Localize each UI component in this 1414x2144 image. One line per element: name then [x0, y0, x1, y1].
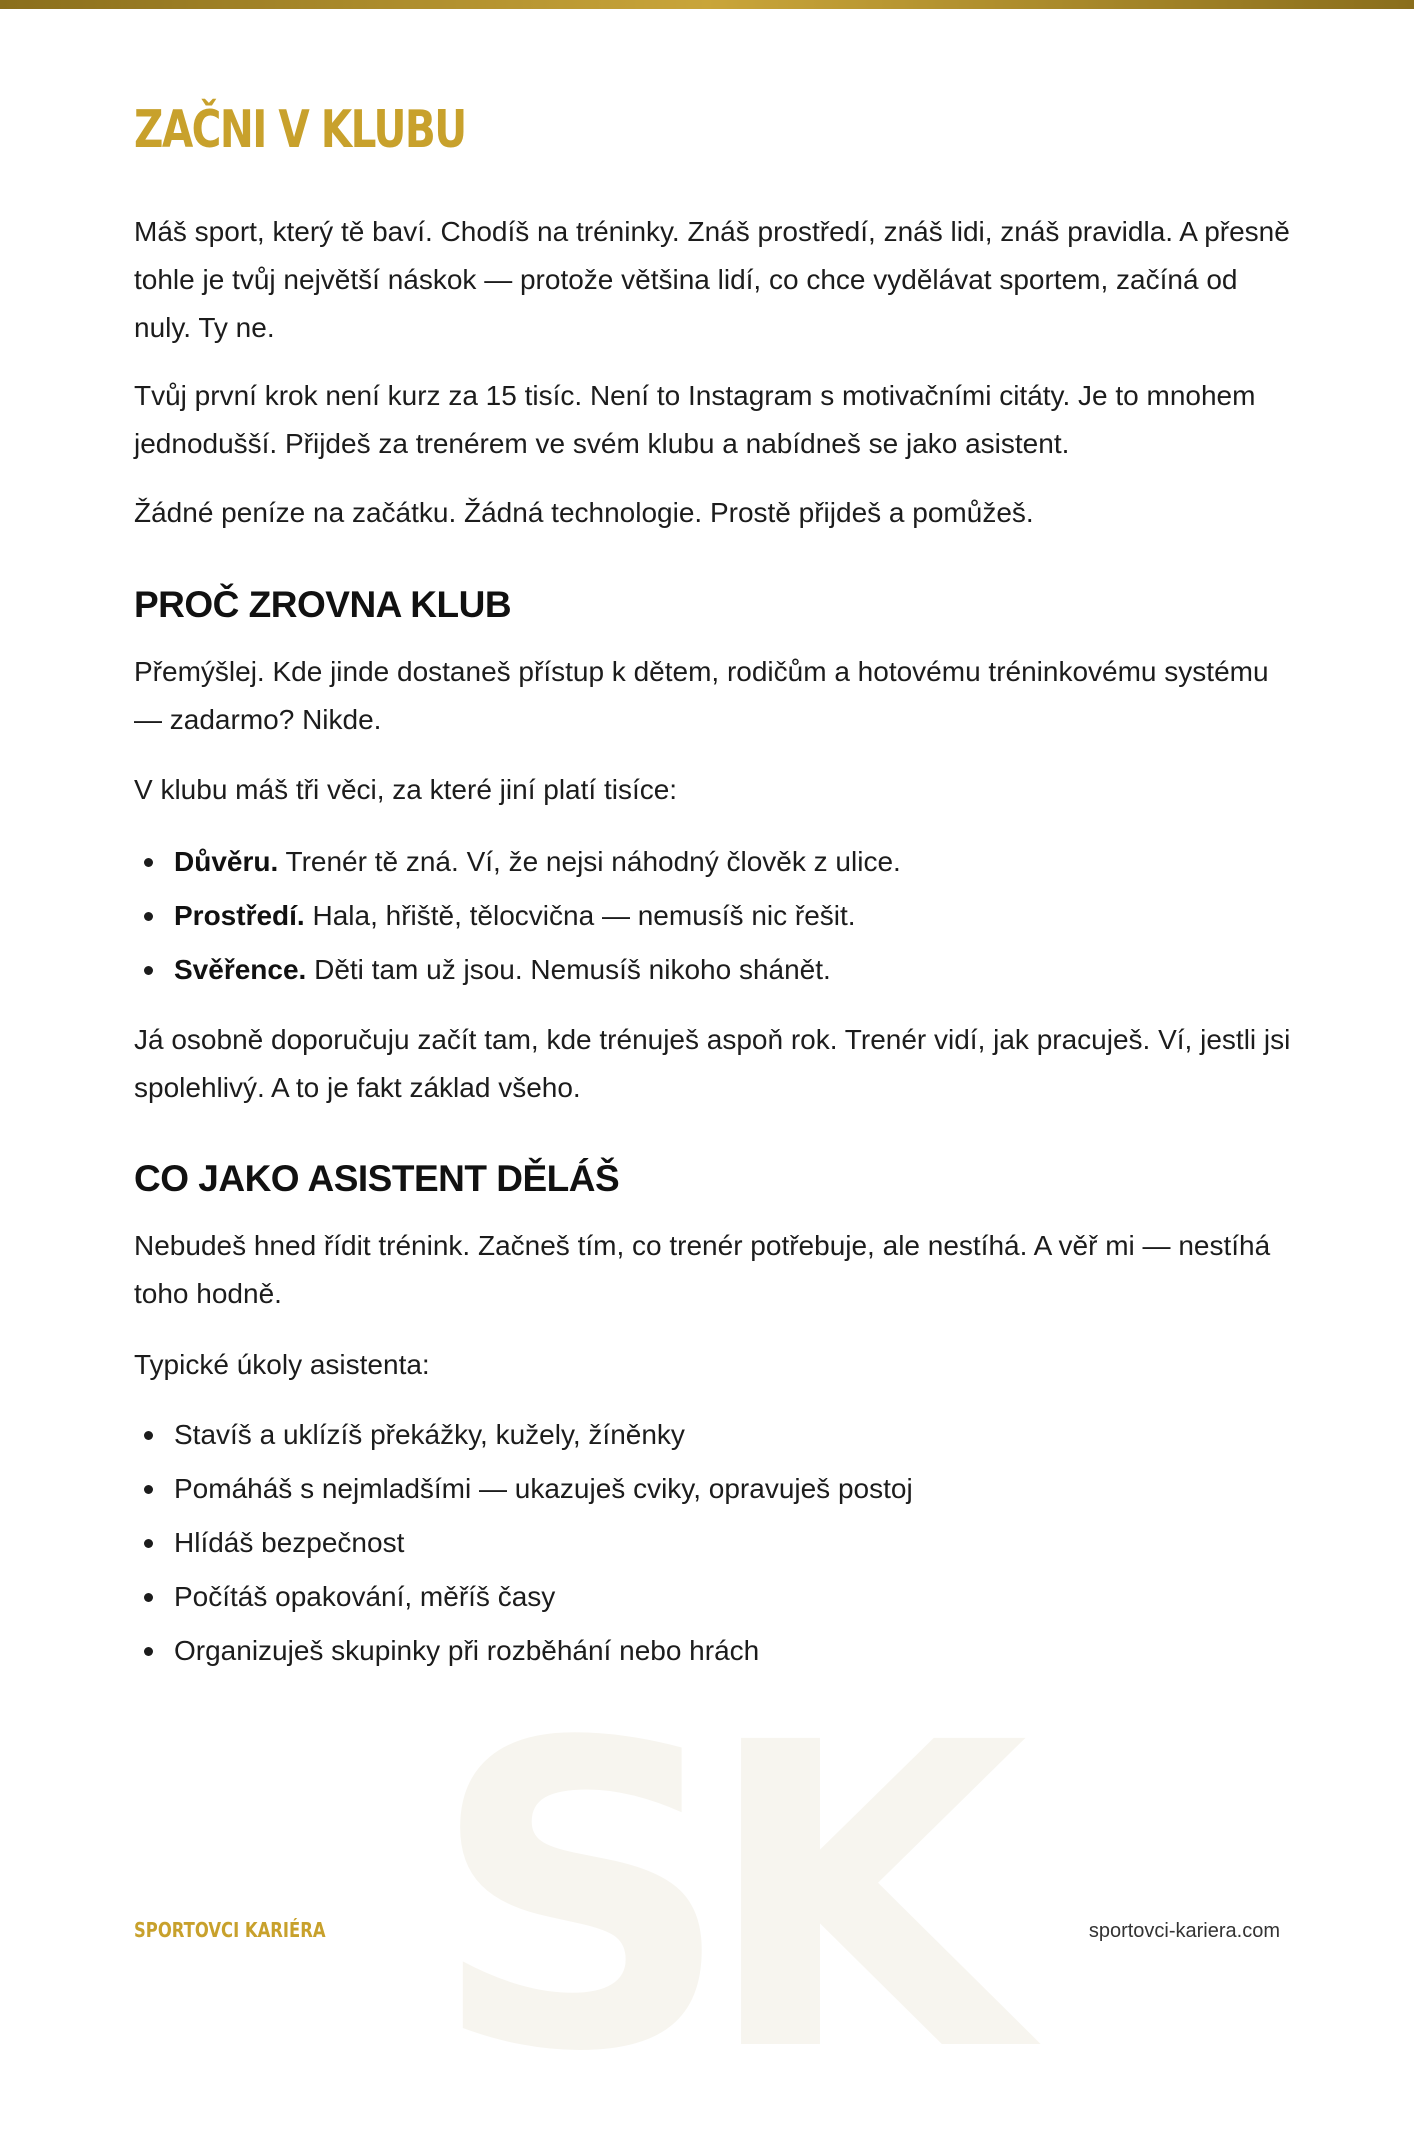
list-item-text: Hala, hřiště, tělocvična — nemusíš nic řešit.	[304, 900, 856, 931]
bullet-icon	[144, 1485, 153, 1494]
list-item	[134, 835, 1294, 889]
list-item	[134, 1462, 1294, 1516]
list-item-text: Děti tam už jsou. Nemusíš nikoho shánět.	[306, 954, 831, 985]
section-heading-proc-klub: PROČ ZROVNA KLUB	[134, 584, 512, 625]
intro-paragraph-2: Tvůj první krok není kurz za 15 tisíc. Není to Instagram s motivačními citáty. Je to mnohem jednodušší. Přijdeš za trenérem ve svém klubu a nabídneš se jako asistent.	[134, 380, 1256, 459]
bullet-icon	[144, 1431, 153, 1440]
section1-paragraph-2: V klubu máš tři věci, za které jiní platí tisíce:	[134, 774, 678, 805]
bullet-icon	[144, 1593, 153, 1602]
list-item-text: Hlídáš bezpečnost	[174, 1527, 405, 1558]
list-item-text: Organizuješ skupinky při rozběhání nebo hrách	[174, 1635, 760, 1666]
bullet-icon	[144, 912, 153, 921]
list-item	[134, 1570, 1294, 1624]
footer-url-link[interactable]: sportovci-kariera.com	[1088, 1920, 1280, 1942]
watermark-logo: SK	[430, 1655, 998, 2144]
list-item	[134, 1408, 1294, 1462]
tasks-list	[134, 1408, 1294, 1678]
bullet-icon	[144, 1539, 153, 1548]
list-item	[134, 1624, 1294, 1678]
footer-brand: SPORTOVCI KARIÉRA	[134, 1918, 326, 1942]
section-heading-asistent: CO JAKO ASISTENT DĚLÁŠ	[134, 1158, 620, 1199]
list-item-text: Stavíš a uklízíš překážky, kužely, žíněnky	[174, 1419, 685, 1450]
section2-paragraph-1: Nebudeš hned řídit trénink. Začneš tím, co trenér potřebuje, ale nestíhá. A věř mi — nestíhá toho hodně.	[134, 1230, 1271, 1309]
bullet-icon	[144, 966, 153, 975]
section2-paragraph-2: Typické úkoly asistenta:	[134, 1349, 430, 1380]
section1-paragraph-3: Já osobně doporučuju začít tam, kde trénuješ aspoň rok. Trenér vidí, jak pracuješ. Ví, jestli jsi spolehlivý. A to je fakt základ všeho.	[134, 1024, 1291, 1103]
bullet-icon	[144, 1647, 153, 1656]
intro-paragraph-1: Máš sport, který tě baví. Chodíš na tréninky. Znáš prostředí, znáš lidi, znáš pravidla. A přesně tohle je tvůj největší náskok — protože většina lidí, co chce vydělávat sportem, začíná od nuly. Ty ne.	[134, 216, 1290, 343]
list-item	[134, 889, 1294, 943]
top-accent-bar	[0, 0, 1414, 9]
list-item-bold: Prostředí.	[174, 900, 305, 931]
section1-paragraph-1: Přemýšlej. Kde jinde dostaneš přístup k dětem, rodičům a hotovému tréninkovému systému — zadarmo? Nikde.	[134, 656, 1269, 735]
list-item	[134, 1516, 1294, 1570]
intro-paragraph-3: Žádné peníze na začátku. Žádná technologie. Prostě přijdeš a pomůžeš.	[134, 497, 1034, 528]
list-item-text: Počítáš opakování, měříš časy	[174, 1581, 556, 1612]
list-item-bold: Svěřence.	[174, 954, 307, 985]
list-item-text: Trenér tě zná. Ví, že nejsi náhodný člověk z ulice.	[278, 846, 901, 877]
advantages-list	[134, 835, 1294, 997]
list-item-bold: Důvěru.	[174, 846, 279, 877]
list-item-text: Pomáháš s nejmladšími — ukazuješ cviky, opravuješ postoj	[174, 1473, 913, 1504]
bullet-icon	[144, 858, 153, 867]
list-item	[134, 943, 1294, 997]
page-title: ZAČNI V KLUBU	[134, 100, 466, 160]
